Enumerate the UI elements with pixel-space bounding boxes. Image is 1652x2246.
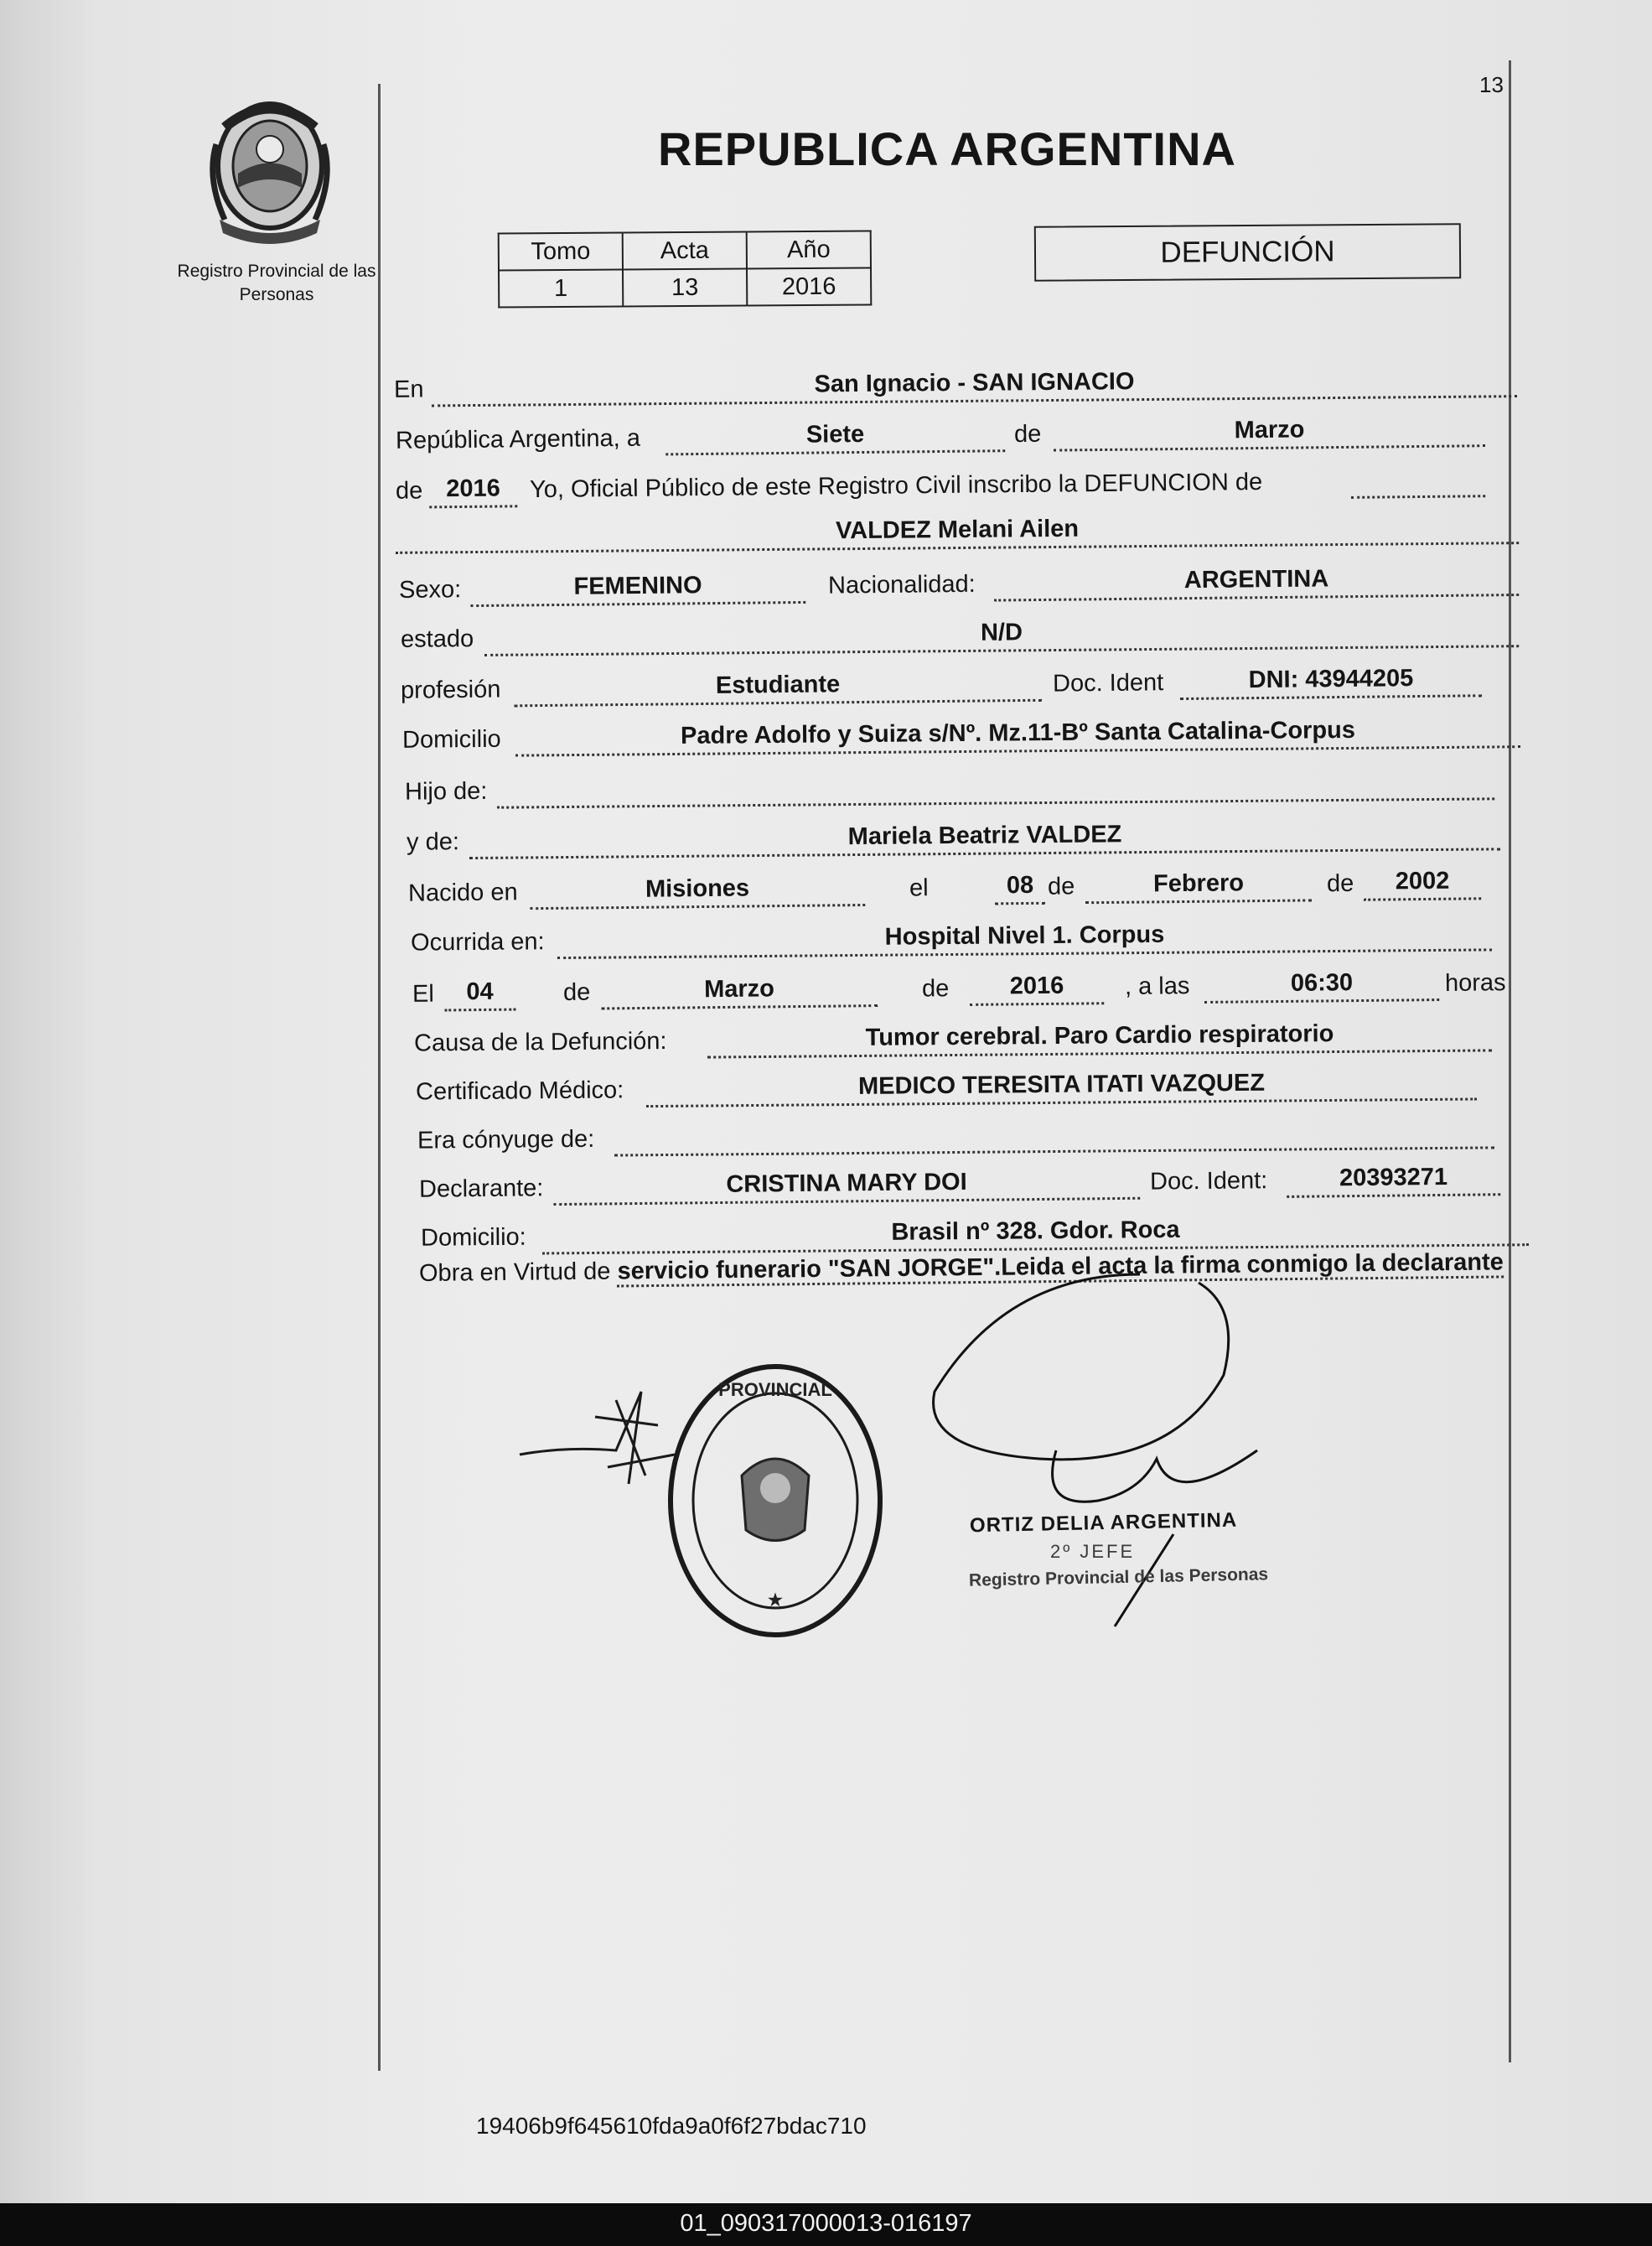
- row-father: [405, 758, 1494, 809]
- yo-trailing-field: [1351, 456, 1486, 499]
- estado-value: N/D: [980, 619, 1023, 646]
- tomo-value: 1: [499, 270, 623, 308]
- declarante-value: CRISTINA MARY DOI: [726, 1168, 967, 1198]
- birth-year-field: [1364, 858, 1482, 900]
- profesion-label: profesión: [400, 676, 501, 704]
- cert-label: Certificado Médico:: [415, 1076, 624, 1106]
- hijo-label: Hijo de:: [404, 777, 488, 806]
- year-field: [429, 466, 518, 508]
- row-profession: [401, 655, 1482, 708]
- decl-dom-label: Domicilio:: [420, 1223, 526, 1252]
- row-deceased: [396, 502, 1519, 554]
- birth-day-value: 08: [1006, 871, 1034, 900]
- causa-field: [707, 1010, 1492, 1058]
- document-hash: 19406b9f645610fda9a0f6f27bdac710: [476, 2113, 867, 2139]
- sexo-field: [470, 563, 805, 607]
- row-address: [402, 706, 1520, 758]
- official-org: Registro Provincial de las Personas: [968, 1564, 1269, 1590]
- horas-label: horas: [1444, 969, 1506, 997]
- profesion-field: [514, 661, 1042, 708]
- obra-label: Obra en Virtud de: [418, 1258, 611, 1287]
- row-declarant: [419, 1154, 1500, 1207]
- sexo-value: FEMENINO: [573, 572, 702, 600]
- ocurrida-field: [557, 910, 1492, 959]
- conyuge-value: [614, 1144, 1494, 1151]
- place-value: San Ignacio - SAN IGNACIO: [814, 368, 1135, 398]
- row-place: [394, 355, 1517, 407]
- day-value: Siete: [805, 420, 865, 449]
- cert-field: [646, 1059, 1477, 1107]
- deceased-value: VALDEZ Melani Ailen: [835, 515, 1080, 545]
- death-time-field: [1204, 960, 1439, 1004]
- death-month-field: [601, 966, 878, 1009]
- madre-value: Mariela Beatriz VALDEZ: [847, 821, 1122, 851]
- death-day-field: [444, 970, 516, 1012]
- hijo-value: [497, 795, 1494, 803]
- svg-text:PROVINCIAL: PROVINCIAL: [718, 1379, 832, 1400]
- death-day-value: 04: [466, 978, 494, 1006]
- left-margin-line: [378, 84, 381, 2071]
- ano-header: Año: [747, 231, 871, 268]
- el2-label: El: [412, 980, 435, 1008]
- yo-label: Yo, Oficial Público de este Registro Civil inscribo la DEFUNCION de: [529, 468, 1263, 504]
- svg-text:★: ★: [768, 1591, 783, 1610]
- doc-value: DNI: 43944205: [1248, 665, 1414, 694]
- nacido-field: [530, 865, 865, 910]
- obra-value: servicio funerario "SAN JORGE".Leida el acta la firma conmigo la declarante: [617, 1248, 1504, 1287]
- domicilio-value: Padre Adolfo y Suiza s/Nº. Mz.11-Bº Santa Catalina-Corpus: [680, 716, 1356, 750]
- nacido-label: Nacido en: [407, 879, 518, 907]
- misiones-coat-of-arms-icon: [199, 94, 340, 245]
- death-year-value: 2016: [1009, 972, 1064, 1000]
- decl-doc-field: [1287, 1154, 1500, 1198]
- birth-month-value: Febrero: [1152, 869, 1245, 898]
- acta-header: Acta: [623, 231, 747, 269]
- cert-value: MEDICO TERESITA ITATI VAZQUEZ: [857, 1069, 1266, 1100]
- decl-dom-value: Brasil nº 328. Gdor. Roca: [891, 1216, 1180, 1246]
- death-year-field: [970, 963, 1105, 1006]
- decl-doc-label: Doc. Ident:: [1149, 1167, 1268, 1196]
- death-time-value: 06:30: [1290, 969, 1354, 997]
- year-value: 2016: [446, 475, 500, 503]
- death-de2-label: de: [921, 975, 950, 1003]
- page-number: 13: [1479, 72, 1504, 97]
- day-field: [665, 411, 1005, 455]
- el-label: el: [909, 874, 929, 902]
- de-year-label: de: [395, 477, 423, 505]
- ocurrida-label: Ocurrida en:: [410, 928, 545, 957]
- death-de-label: de: [562, 978, 591, 1006]
- row-estado: [401, 605, 1519, 657]
- death-month-value: Marzo: [703, 975, 775, 1004]
- conyuge-field: [614, 1107, 1494, 1156]
- republica-label: República Argentina, a: [395, 424, 641, 454]
- causa-label: Causa de la Defunción:: [413, 1027, 667, 1057]
- footer-bar: [0, 2203, 1652, 2246]
- row-declaration: [396, 455, 1485, 509]
- hijo-field: [497, 759, 1494, 808]
- registry-seal-icon: [654, 1350, 897, 1652]
- row-death-date: [412, 958, 1510, 1012]
- birth-de-label: de: [1047, 873, 1075, 900]
- ano-value: 2016: [747, 267, 871, 305]
- row-mother: [407, 808, 1500, 859]
- conyuge-label: Era cónyuge de:: [417, 1125, 595, 1154]
- tomo-header: Tomo: [499, 233, 623, 271]
- row-occurred: [411, 909, 1492, 960]
- doc-field: [1180, 656, 1482, 700]
- row-sex-nationality: [399, 554, 1519, 608]
- record-type-box: DEFUNCIÓN: [1034, 223, 1461, 282]
- en-label: En: [393, 376, 424, 403]
- declarante-label: Declarante:: [418, 1175, 544, 1203]
- registry-label: Registro Provincial de las Personas: [177, 262, 376, 304]
- nacido-value: Misiones: [645, 874, 750, 903]
- domicilio-field: [515, 707, 1520, 756]
- birth-year-value: 2002: [1395, 867, 1450, 895]
- estado-field: [484, 606, 1519, 656]
- madre-field: [469, 809, 1500, 859]
- official-name: ORTIZ DELIA ARGENTINA: [969, 1508, 1238, 1538]
- document-title: REPUBLICA ARGENTINA: [658, 122, 1236, 175]
- de-label: de: [1013, 420, 1042, 449]
- birth-month-field: [1085, 860, 1312, 904]
- month-field: [1054, 406, 1485, 451]
- alas-label: , a las: [1124, 973, 1190, 1000]
- decl-doc-value: 20393271: [1339, 1163, 1448, 1192]
- birth-de2-label: de: [1326, 869, 1354, 898]
- record-reference-table: [498, 230, 873, 308]
- acta-value: 13: [623, 268, 747, 306]
- declarante-field: [553, 1159, 1140, 1206]
- row-date: [396, 405, 1485, 459]
- estado-label: estado: [400, 625, 474, 653]
- month-value: Marzo: [1234, 416, 1305, 444]
- place-field: [432, 356, 1517, 407]
- footer-id: 01_090317000013-016197: [680, 2210, 972, 2237]
- row-certificate: [416, 1058, 1477, 1109]
- profesion-value: Estudiante: [715, 671, 841, 699]
- yde-label: y de:: [406, 828, 460, 856]
- ocurrida-value: Hospital Nivel 1. Corpus: [884, 921, 1165, 951]
- domicilio-label: Domicilio: [401, 725, 501, 754]
- row-cause: [414, 1009, 1492, 1061]
- deceased-field: [396, 503, 1519, 554]
- official-role: 2º JEFE: [1050, 1541, 1136, 1562]
- row-birth: [408, 858, 1481, 910]
- doc-label: Doc. Ident: [1052, 669, 1164, 698]
- birth-day-field: [995, 864, 1046, 905]
- row-spouse: [417, 1107, 1494, 1158]
- nacionalidad-value: ARGENTINA: [1183, 565, 1329, 594]
- sexo-label: Sexo:: [398, 576, 462, 604]
- nacionalidad-field: [994, 555, 1519, 602]
- nacionalidad-label: Nacionalidad:: [827, 570, 976, 599]
- causa-value: Tumor cerebral. Paro Cardio respiratorio: [865, 1020, 1334, 1051]
